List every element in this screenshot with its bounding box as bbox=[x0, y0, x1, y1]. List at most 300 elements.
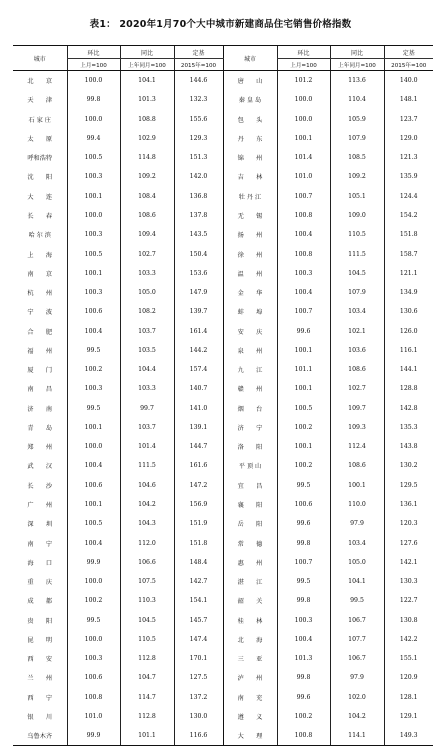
fixed-value-right: 121.1 bbox=[384, 264, 433, 283]
city-name-right: 桂 林 bbox=[223, 610, 277, 629]
header-fixed-left: 定基 bbox=[174, 46, 223, 59]
mom-value-left: 100.3 bbox=[67, 225, 120, 244]
yoy-value-left: 108.2 bbox=[120, 302, 174, 321]
yoy-value-right: 102.7 bbox=[330, 379, 384, 398]
mom-value-left: 100.3 bbox=[67, 283, 120, 302]
fixed-value-right: 116.1 bbox=[384, 341, 433, 360]
mom-value-right: 100.8 bbox=[277, 726, 330, 746]
table-row bbox=[13, 630, 433, 649]
fixed-value-left: 144.7 bbox=[174, 437, 223, 456]
mom-value-right: 100.4 bbox=[277, 225, 330, 244]
fixed-value-left: 148.4 bbox=[174, 553, 223, 572]
mom-value-left: 100.1 bbox=[67, 264, 120, 283]
yoy-value-right: 106.7 bbox=[330, 610, 384, 629]
yoy-value-left: 104.4 bbox=[120, 360, 174, 379]
fixed-value-left: 143.5 bbox=[174, 225, 223, 244]
mom-value-left: 99.5 bbox=[67, 341, 120, 360]
yoy-value-left: 101.1 bbox=[120, 726, 174, 746]
mom-value-left: 100.5 bbox=[67, 514, 120, 533]
table-row bbox=[13, 302, 433, 321]
table-row bbox=[13, 610, 433, 629]
fixed-value-left: 145.7 bbox=[174, 610, 223, 629]
yoy-value-left: 102.7 bbox=[120, 244, 174, 263]
mom-value-right: 99.5 bbox=[277, 476, 330, 495]
table-row bbox=[13, 148, 433, 167]
mom-value-left: 100.6 bbox=[67, 668, 120, 687]
city-name-left: 厦 门 bbox=[27, 367, 53, 375]
city-name-right: 九 江 bbox=[223, 360, 277, 379]
mom-value-right: 99.8 bbox=[277, 533, 330, 552]
city-name-right: 济 宁 bbox=[223, 418, 277, 437]
city-name-left: 太 原 bbox=[27, 135, 53, 143]
yoy-value-left: 114.8 bbox=[120, 148, 174, 167]
yoy-value-right: 102.1 bbox=[330, 321, 384, 340]
table-row bbox=[13, 244, 433, 263]
yoy-value-left: 106.6 bbox=[120, 553, 174, 572]
mom-value-right: 100.1 bbox=[277, 129, 330, 148]
city-name-right: 金 华 bbox=[223, 283, 277, 302]
city-name-left: 长 沙 bbox=[27, 482, 53, 490]
table-row bbox=[13, 533, 433, 552]
yoy-value-left: 103.7 bbox=[120, 321, 174, 340]
mom-value-right: 100.1 bbox=[277, 341, 330, 360]
table-row bbox=[13, 649, 433, 668]
fixed-value-left: 137.2 bbox=[174, 688, 223, 707]
city-name-right: 包 头 bbox=[223, 110, 277, 129]
fixed-value-right: 130.8 bbox=[384, 610, 433, 629]
yoy-value-left: 104.2 bbox=[120, 495, 174, 514]
table-row bbox=[13, 264, 433, 283]
mom-value-left: 99.9 bbox=[67, 553, 120, 572]
city-name-left: 广 州 bbox=[27, 501, 53, 509]
city-name-right: 襄 阳 bbox=[223, 495, 277, 514]
yoy-value-right: 109.7 bbox=[330, 399, 384, 418]
header-city-left: 城市 bbox=[13, 46, 67, 71]
mom-value-left: 101.0 bbox=[67, 707, 120, 726]
city-name-left: 南 宁 bbox=[27, 540, 53, 548]
yoy-value-left: 101.3 bbox=[120, 90, 174, 109]
city-name-right: 烟 台 bbox=[223, 399, 277, 418]
table-row bbox=[13, 379, 433, 398]
city-name-left: 成 都 bbox=[27, 598, 53, 606]
yoy-value-right: 109.0 bbox=[330, 206, 384, 225]
city-name-right: 岳 阳 bbox=[223, 514, 277, 533]
fixed-value-left: 156.9 bbox=[174, 495, 223, 514]
table-row bbox=[13, 321, 433, 340]
yoy-value-left: 112.0 bbox=[120, 533, 174, 552]
mom-value-right: 99.5 bbox=[277, 572, 330, 591]
city-name-left: 天 津 bbox=[27, 97, 53, 105]
table-row bbox=[13, 726, 433, 746]
city-name-right: 三 亚 bbox=[223, 649, 277, 668]
city-name-left: 深 圳 bbox=[27, 521, 53, 529]
city-name-right: 锦 州 bbox=[223, 148, 277, 167]
header-yoy-base-right: 上年同月=100 bbox=[330, 59, 384, 71]
mom-value-right: 101.3 bbox=[277, 649, 330, 668]
city-name-right: 南 充 bbox=[223, 688, 277, 707]
header-yoy-base-left: 上年同月=100 bbox=[120, 59, 174, 71]
table-row bbox=[13, 90, 433, 109]
yoy-value-left: 110.5 bbox=[120, 630, 174, 649]
yoy-value-right: 109.2 bbox=[330, 167, 384, 186]
fixed-value-right: 135.9 bbox=[384, 167, 433, 186]
fixed-value-right: 134.9 bbox=[384, 283, 433, 302]
fixed-value-left: 140.7 bbox=[174, 379, 223, 398]
mom-value-right: 99.6 bbox=[277, 514, 330, 533]
mom-value-left: 100.3 bbox=[67, 379, 120, 398]
fixed-value-left: 153.6 bbox=[174, 264, 223, 283]
fixed-value-right: 154.2 bbox=[384, 206, 433, 225]
mom-value-left: 99.5 bbox=[67, 610, 120, 629]
table-row bbox=[13, 206, 433, 225]
fixed-value-right: 144.1 bbox=[384, 360, 433, 379]
city-name-left: 沈 阳 bbox=[27, 174, 53, 182]
city-name-right: 安 庆 bbox=[223, 321, 277, 340]
yoy-value-left: 108.6 bbox=[120, 206, 174, 225]
yoy-value-left: 103.3 bbox=[120, 264, 174, 283]
table-row bbox=[13, 456, 433, 475]
mom-value-right: 100.3 bbox=[277, 610, 330, 629]
fixed-value-right: 155.1 bbox=[384, 649, 433, 668]
table-row bbox=[13, 283, 433, 302]
yoy-value-right: 104.2 bbox=[330, 707, 384, 726]
yoy-value-right: 100.1 bbox=[330, 476, 384, 495]
yoy-value-right: 102.0 bbox=[330, 688, 384, 707]
city-name-left: 长 春 bbox=[27, 212, 53, 220]
fixed-value-right: 143.8 bbox=[384, 437, 433, 456]
yoy-value-right: 104.5 bbox=[330, 264, 384, 283]
fixed-value-right: 123.7 bbox=[384, 110, 433, 129]
mom-value-left: 100.2 bbox=[67, 360, 120, 379]
city-name-left: 西 宁 bbox=[27, 694, 53, 702]
yoy-value-right: 107.7 bbox=[330, 630, 384, 649]
header-fixed-right: 定基 bbox=[384, 46, 433, 59]
city-name-right: 宜 昌 bbox=[223, 476, 277, 495]
city-name-left: 西 安 bbox=[27, 656, 53, 664]
fixed-value-left: 130.0 bbox=[174, 707, 223, 726]
yoy-value-right: 110.5 bbox=[330, 225, 384, 244]
fixed-value-right: 129.1 bbox=[384, 707, 433, 726]
mom-value-left: 100.4 bbox=[67, 456, 120, 475]
mom-value-left: 100.1 bbox=[67, 418, 120, 437]
city-name-left: 北 京 bbox=[27, 78, 53, 86]
fixed-value-right: 129.0 bbox=[384, 129, 433, 148]
city-name-left: 银 川 bbox=[27, 713, 53, 721]
fixed-value-left: 170.1 bbox=[174, 649, 223, 668]
city-name-right: 北 海 bbox=[223, 630, 277, 649]
mom-value-left: 99.4 bbox=[67, 129, 120, 148]
yoy-value-left: 104.6 bbox=[120, 476, 174, 495]
table-row bbox=[13, 495, 433, 514]
mom-value-left: 100.0 bbox=[67, 630, 120, 649]
fixed-value-left: 141.0 bbox=[174, 399, 223, 418]
city-name-right: 大 理 bbox=[223, 726, 277, 746]
table-body bbox=[13, 71, 433, 746]
city-name-left: 海 口 bbox=[27, 559, 53, 567]
mom-value-left: 99.8 bbox=[67, 90, 120, 109]
fixed-value-right: 120.3 bbox=[384, 514, 433, 533]
table-row bbox=[13, 399, 433, 418]
yoy-value-left: 104.3 bbox=[120, 514, 174, 533]
yoy-value-left: 101.4 bbox=[120, 437, 174, 456]
city-name-left: 重 庆 bbox=[27, 579, 53, 587]
table-title: 表1： 2020年1月70个大中城市新建商品住宅销售价格指数 bbox=[89, 19, 352, 30]
yoy-value-right: 103.4 bbox=[330, 533, 384, 552]
yoy-value-right: 108.6 bbox=[330, 456, 384, 475]
fixed-value-right: 129.5 bbox=[384, 476, 433, 495]
mom-value-left: 100.4 bbox=[67, 533, 120, 552]
fixed-value-right: 135.3 bbox=[384, 418, 433, 437]
table-row bbox=[13, 110, 433, 129]
mom-value-right: 100.4 bbox=[277, 630, 330, 649]
table-row bbox=[13, 129, 433, 148]
mom-value-left: 100.4 bbox=[67, 321, 120, 340]
yoy-value-left: 108.8 bbox=[120, 110, 174, 129]
yoy-value-right: 104.1 bbox=[330, 572, 384, 591]
city-name-right: 湛 江 bbox=[223, 572, 277, 591]
header-mom-base-left: 上月=100 bbox=[67, 59, 120, 71]
yoy-value-right: 111.5 bbox=[330, 244, 384, 263]
table-row bbox=[13, 476, 433, 495]
mom-value-right: 100.2 bbox=[277, 418, 330, 437]
mom-value-left: 100.3 bbox=[67, 649, 120, 668]
table-row bbox=[13, 572, 433, 591]
fixed-value-left: 129.3 bbox=[174, 129, 223, 148]
yoy-value-left: 103.5 bbox=[120, 341, 174, 360]
yoy-value-right: 113.6 bbox=[330, 71, 384, 91]
price-index-table bbox=[13, 45, 433, 746]
mom-value-right: 101.2 bbox=[277, 71, 330, 91]
mom-value-right: 100.0 bbox=[277, 110, 330, 129]
city-name-right: 常 德 bbox=[223, 533, 277, 552]
city-name-left: 石 家 庄 bbox=[28, 116, 51, 124]
yoy-value-left: 112.8 bbox=[120, 649, 174, 668]
city-name-left: 济 南 bbox=[27, 405, 53, 413]
city-name-right: 扬 州 bbox=[223, 225, 277, 244]
header-mom-right: 环比 bbox=[277, 46, 330, 59]
table-row bbox=[13, 418, 433, 437]
fixed-value-right: 142.8 bbox=[384, 399, 433, 418]
fixed-value-right: 124.4 bbox=[384, 187, 433, 206]
mom-value-right: 100.1 bbox=[277, 437, 330, 456]
table-row bbox=[13, 225, 433, 244]
city-name-right: 泸 州 bbox=[223, 668, 277, 687]
fixed-value-right: 158.7 bbox=[384, 244, 433, 263]
city-name-left: 武 汉 bbox=[27, 463, 53, 471]
mom-value-left: 99.9 bbox=[67, 726, 120, 746]
fixed-value-right: 127.6 bbox=[384, 533, 433, 552]
fixed-value-right: 130.3 bbox=[384, 572, 433, 591]
mom-value-left: 100.0 bbox=[67, 71, 120, 91]
yoy-value-right: 109.3 bbox=[330, 418, 384, 437]
mom-value-right: 100.8 bbox=[277, 206, 330, 225]
city-name-right: 泉 州 bbox=[223, 341, 277, 360]
fixed-value-left: 147.2 bbox=[174, 476, 223, 495]
fixed-value-left: 151.3 bbox=[174, 148, 223, 167]
yoy-value-left: 104.7 bbox=[120, 668, 174, 687]
fixed-value-right: 130.6 bbox=[384, 302, 433, 321]
fixed-value-left: 142.0 bbox=[174, 167, 223, 186]
yoy-value-left: 103.3 bbox=[120, 379, 174, 398]
yoy-value-left: 109.4 bbox=[120, 225, 174, 244]
city-name-left: 贵 阳 bbox=[27, 617, 53, 625]
yoy-value-left: 103.7 bbox=[120, 418, 174, 437]
yoy-value-left: 99.7 bbox=[120, 399, 174, 418]
mom-value-left: 100.1 bbox=[67, 495, 120, 514]
yoy-value-right: 99.5 bbox=[330, 591, 384, 610]
city-name-left: 青 岛 bbox=[27, 424, 53, 432]
header-yoy-left: 同比 bbox=[120, 46, 174, 59]
yoy-value-right: 114.1 bbox=[330, 726, 384, 746]
table-row bbox=[13, 341, 433, 360]
mom-value-right: 99.8 bbox=[277, 668, 330, 687]
city-name-right: 秦 皇 岛 bbox=[223, 90, 277, 109]
fixed-value-right: 136.1 bbox=[384, 495, 433, 514]
header-mom-base-right: 上月=100 bbox=[277, 59, 330, 71]
mom-value-left: 100.3 bbox=[67, 167, 120, 186]
mom-value-right: 100.2 bbox=[277, 707, 330, 726]
fixed-value-right: 122.7 bbox=[384, 591, 433, 610]
mom-value-right: 100.7 bbox=[277, 302, 330, 321]
city-name-right: 平 顶 山 bbox=[223, 456, 277, 475]
table-row bbox=[13, 553, 433, 572]
city-name-right: 温 州 bbox=[223, 264, 277, 283]
fixed-value-left: 136.8 bbox=[174, 187, 223, 206]
fixed-value-left: 161.4 bbox=[174, 321, 223, 340]
fixed-value-left: 144.6 bbox=[174, 71, 223, 91]
table-row bbox=[13, 71, 433, 91]
fixed-value-left: 116.6 bbox=[174, 726, 223, 746]
fixed-value-left: 127.5 bbox=[174, 668, 223, 687]
yoy-value-right: 110.0 bbox=[330, 495, 384, 514]
mom-value-right: 101.0 bbox=[277, 167, 330, 186]
city-name-right: 洛 阳 bbox=[223, 437, 277, 456]
city-name-right: 赣 州 bbox=[223, 379, 277, 398]
yoy-value-right: 107.9 bbox=[330, 283, 384, 302]
table-row bbox=[13, 437, 433, 456]
mom-value-left: 100.5 bbox=[67, 148, 120, 167]
yoy-value-right: 103.4 bbox=[330, 302, 384, 321]
yoy-value-right: 106.7 bbox=[330, 649, 384, 668]
fixed-value-left: 154.1 bbox=[174, 591, 223, 610]
mom-value-right: 99.8 bbox=[277, 591, 330, 610]
fixed-value-right: 140.0 bbox=[384, 71, 433, 91]
fixed-value-right: 121.3 bbox=[384, 148, 433, 167]
city-name-left: 哈 尔 滨 bbox=[28, 232, 51, 240]
city-name-right: 惠 州 bbox=[223, 553, 277, 572]
header-fixed-base-right: 2015年=100 bbox=[384, 59, 433, 71]
city-name-left: 昆 明 bbox=[27, 636, 53, 644]
fixed-value-right: 120.9 bbox=[384, 668, 433, 687]
yoy-value-right: 97.9 bbox=[330, 514, 384, 533]
city-name-right: 丹 东 bbox=[223, 129, 277, 148]
mom-value-right: 99.6 bbox=[277, 688, 330, 707]
yoy-value-right: 108.5 bbox=[330, 148, 384, 167]
mom-value-right: 100.4 bbox=[277, 283, 330, 302]
city-name-right: 吉 林 bbox=[223, 167, 277, 186]
header-city-right: 城市 bbox=[223, 46, 277, 71]
city-name-left: 上 海 bbox=[27, 251, 53, 259]
table-row bbox=[13, 668, 433, 687]
mom-value-right: 100.0 bbox=[277, 90, 330, 109]
yoy-value-left: 110.3 bbox=[120, 591, 174, 610]
mom-value-left: 100.2 bbox=[67, 591, 120, 610]
fixed-value-right: 148.1 bbox=[384, 90, 433, 109]
mom-value-right: 100.6 bbox=[277, 495, 330, 514]
yoy-value-right: 108.6 bbox=[330, 360, 384, 379]
mom-value-right: 100.8 bbox=[277, 244, 330, 263]
table-row bbox=[13, 360, 433, 379]
city-name-right: 韶 关 bbox=[223, 591, 277, 610]
fixed-value-left: 132.3 bbox=[174, 90, 223, 109]
yoy-value-left: 105.0 bbox=[120, 283, 174, 302]
header-fixed-base-left: 2015年=100 bbox=[174, 59, 223, 71]
fixed-value-left: 137.8 bbox=[174, 206, 223, 225]
city-name-right: 徐 州 bbox=[223, 244, 277, 263]
mom-value-left: 100.0 bbox=[67, 572, 120, 591]
yoy-value-right: 103.6 bbox=[330, 341, 384, 360]
city-name-left: 郑 州 bbox=[27, 444, 53, 452]
yoy-value-right: 112.4 bbox=[330, 437, 384, 456]
yoy-value-left: 107.5 bbox=[120, 572, 174, 591]
yoy-value-left: 112.8 bbox=[120, 707, 174, 726]
fixed-value-left: 150.4 bbox=[174, 244, 223, 263]
mom-value-right: 99.6 bbox=[277, 321, 330, 340]
fixed-value-right: 128.8 bbox=[384, 379, 433, 398]
fixed-value-right: 142.2 bbox=[384, 630, 433, 649]
yoy-value-left: 104.5 bbox=[120, 610, 174, 629]
yoy-value-left: 109.2 bbox=[120, 167, 174, 186]
fixed-value-left: 157.4 bbox=[174, 360, 223, 379]
table-row bbox=[13, 187, 433, 206]
yoy-value-right: 110.4 bbox=[330, 90, 384, 109]
yoy-value-right: 105.0 bbox=[330, 553, 384, 572]
yoy-value-right: 107.9 bbox=[330, 129, 384, 148]
mom-value-left: 100.5 bbox=[67, 244, 120, 263]
fixed-value-left: 139.7 bbox=[174, 302, 223, 321]
mom-value-right: 100.2 bbox=[277, 456, 330, 475]
mom-value-right: 100.7 bbox=[277, 187, 330, 206]
mom-value-right: 101.1 bbox=[277, 360, 330, 379]
header-mom-left: 环比 bbox=[67, 46, 120, 59]
fixed-value-left: 147.4 bbox=[174, 630, 223, 649]
fixed-value-left: 151.8 bbox=[174, 533, 223, 552]
mom-value-left: 99.5 bbox=[67, 399, 120, 418]
table-row bbox=[13, 514, 433, 533]
mom-value-left: 100.1 bbox=[67, 187, 120, 206]
city-name-left: 合 肥 bbox=[27, 328, 53, 336]
city-name-left: 兰 州 bbox=[27, 675, 53, 683]
yoy-value-left: 111.5 bbox=[120, 456, 174, 475]
city-name-left: 南 昌 bbox=[27, 386, 53, 394]
fixed-value-right: 151.8 bbox=[384, 225, 433, 244]
table-row bbox=[13, 591, 433, 610]
yoy-value-left: 102.9 bbox=[120, 129, 174, 148]
city-name-left: 宁 波 bbox=[27, 309, 53, 317]
fixed-value-left: 144.2 bbox=[174, 341, 223, 360]
fixed-value-right: 128.1 bbox=[384, 688, 433, 707]
fixed-value-right: 149.3 bbox=[384, 726, 433, 746]
mom-value-left: 100.6 bbox=[67, 302, 120, 321]
fixed-value-left: 139.1 bbox=[174, 418, 223, 437]
table-row bbox=[13, 707, 433, 726]
yoy-value-right: 105.9 bbox=[330, 110, 384, 129]
fixed-value-left: 161.6 bbox=[174, 456, 223, 475]
mom-value-right: 100.1 bbox=[277, 379, 330, 398]
table-row bbox=[13, 167, 433, 186]
fixed-value-left: 147.9 bbox=[174, 283, 223, 302]
city-name-left: 福 州 bbox=[27, 347, 53, 355]
